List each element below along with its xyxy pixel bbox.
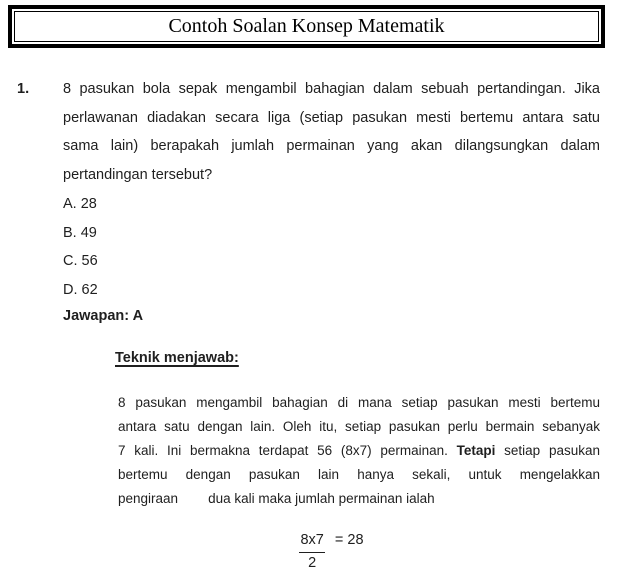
question-line: sama lain) berapakah jumlah permainan yang akan dilangsungkan dalam — [63, 138, 600, 155]
option-d: D. 62 — [63, 281, 98, 298]
question-line: perlawanan diadakan secara liga (setiap pasukan mesti bertemu antara satu — [63, 109, 600, 126]
question-number: 1. — [17, 81, 30, 97]
page-title: Contoh Soalan Konsep Matematik — [14, 11, 599, 42]
solution-line-segment: setiap pasukan — [495, 442, 600, 458]
solution-line: antara satu dengan lain. Oleh itu, setiap pasukan perlu bermain sebanyak — [118, 418, 600, 434]
solution-line: bertemu dengan pasukan lain hanya sekali, untuk mengelakkan — [118, 466, 600, 482]
solution-line-segment: dua kali maka jumlah permainan ialah — [208, 490, 435, 506]
question-text — [63, 75, 600, 190]
solution-text — [118, 391, 600, 511]
formula-result: = 28 — [334, 531, 364, 548]
title-box — [8, 5, 605, 48]
solution-line: 8 pasukan mengambil bahagian di mana setiap pasukan mesti bertemu — [118, 394, 600, 410]
fraction-denominator: 2 — [308, 554, 317, 571]
solution-line-segment: 7 kali. Ini bermakna terdapat 56 (8x7) permainan. — [118, 442, 457, 458]
option-c: C. 56 — [63, 253, 98, 270]
solution-bold-word: Tetapi — [456, 442, 496, 458]
question-content — [63, 75, 600, 573]
formula — [63, 530, 600, 573]
question-block — [17, 75, 621, 573]
solution-line — [118, 487, 600, 511]
answer-label: Jawapan: A — [63, 307, 144, 324]
solution-line — [118, 439, 600, 463]
option-b: B. 49 — [63, 224, 97, 241]
question-line: 8 pasukan bola sepak mengambil bahagian dalam sebuah pertandingan. Jika — [63, 81, 600, 97]
question-line: pertandingan tersebut? — [63, 167, 213, 184]
fraction — [299, 530, 324, 573]
solution-heading: Teknik menjawab: — [115, 349, 239, 366]
fraction-numerator: 8x7 — [299, 530, 324, 553]
options-list — [63, 190, 600, 305]
option-a: A. 28 — [63, 195, 97, 212]
solution-line-segment: pengiraan — [118, 490, 179, 506]
